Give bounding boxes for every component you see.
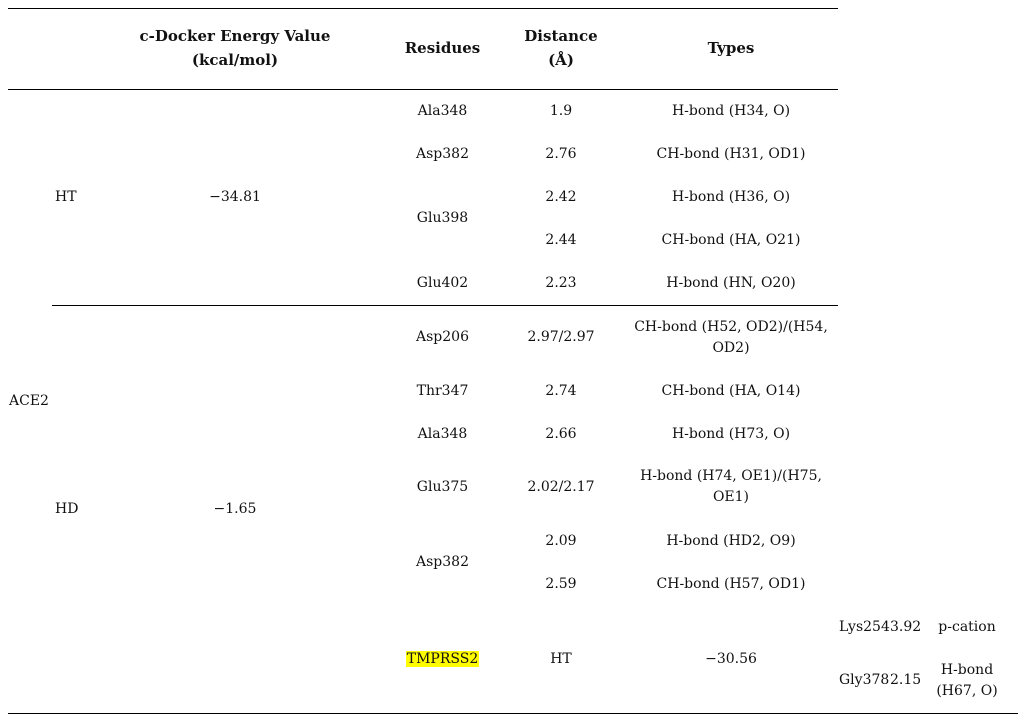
ht-distance: 2.42 <box>545 189 577 205</box>
hd-type <box>626 317 836 359</box>
header-distance <box>515 24 607 72</box>
tmprss2-distance: 3.92 <box>890 619 922 635</box>
hd-type-line1: H-bond (H74, OE1)/(H75, <box>640 468 822 484</box>
ht-type: CH-bond (HA, O21) <box>661 232 801 248</box>
ht-type: CH-bond (H31, OD1) <box>656 146 806 162</box>
header-types: Types <box>707 39 755 57</box>
hd-type <box>626 466 836 508</box>
hd-type-line2: OD2) <box>712 340 750 356</box>
hd-type-line1: CH-bond (H52, OD2)/(H54, <box>634 319 828 335</box>
energy-ht: −34.81 <box>209 189 261 205</box>
header-energy <box>115 24 355 72</box>
tmprss2-distance: 2.15 <box>890 672 922 688</box>
tmprss2-type <box>928 660 1006 702</box>
receptor-ace2: ACE2 <box>9 393 49 409</box>
tmprss2-type-line1: H-bond <box>940 662 994 678</box>
ht-residue: Ala348 <box>417 103 468 119</box>
ht-type: H-bond (H34, O) <box>671 103 791 119</box>
hd-type: H-bond (H73, O) <box>671 426 791 442</box>
hd-type-line2: OE1) <box>712 489 750 505</box>
hd-residue: Glu375 <box>416 479 469 495</box>
energy-hd: −1.65 <box>213 501 257 517</box>
hd-type: CH-bond (H57, OD1) <box>656 576 806 592</box>
ht-distance: 2.44 <box>545 232 577 248</box>
hd-distance: 2.02/2.17 <box>527 479 595 495</box>
tmprss2-type: p-cation <box>938 619 996 635</box>
tmprss2-receptor <box>390 649 495 670</box>
header-distance-line2: (Å) <box>548 51 574 69</box>
header-rule <box>8 89 838 90</box>
header-energy-line2: (kcal/mol) <box>191 51 279 69</box>
ht-distance: 2.76 <box>545 146 577 162</box>
ht-residue: Glu398 <box>416 210 469 226</box>
header-energy-line1: c-Docker Energy Value <box>139 27 331 45</box>
tmprss2-residue: Lys254 <box>839 619 890 635</box>
ht-distance: 1.9 <box>549 103 573 119</box>
hd-residue: Asp382 <box>416 554 469 570</box>
ht-residue: Asp382 <box>416 146 469 162</box>
tmprss2-highlight: TMPRSS2 <box>406 651 479 667</box>
hd-residue: Thr347 <box>416 383 469 399</box>
ht-residue: Glu402 <box>416 275 469 291</box>
tmprss2-energy: −30.56 <box>705 651 757 667</box>
ht-type: H-bond (H36, O) <box>671 189 791 205</box>
header-residues: Residues <box>404 39 481 57</box>
hd-residue: Asp206 <box>416 329 469 345</box>
tmprss2-type-line2: (H67, O) <box>936 683 998 699</box>
hd-distance: 2.66 <box>545 426 577 442</box>
header-distance-line1: Distance <box>524 27 598 45</box>
hd-distance: 2.74 <box>545 383 577 399</box>
ht-distance: 2.23 <box>545 275 577 291</box>
group-separator-rule <box>52 305 838 306</box>
hd-distance: 2.59 <box>545 576 577 592</box>
ligand-ht: HT <box>55 189 77 205</box>
ht-type: H-bond (HN, O20) <box>666 275 796 291</box>
ligand-hd: HD <box>55 501 79 517</box>
hd-residue: Ala348 <box>417 426 468 442</box>
top-rule <box>8 8 838 9</box>
tmprss2-residue: Gly378 <box>839 672 890 688</box>
bottom-rule <box>8 713 1018 714</box>
tmprss2-ligand: HT <box>550 651 572 667</box>
hd-distance: 2.97/2.97 <box>527 329 595 345</box>
hd-distance: 2.09 <box>545 533 577 549</box>
hd-type: CH-bond (HA, O14) <box>661 383 801 399</box>
hd-type: H-bond (HD2, O9) <box>666 533 796 549</box>
